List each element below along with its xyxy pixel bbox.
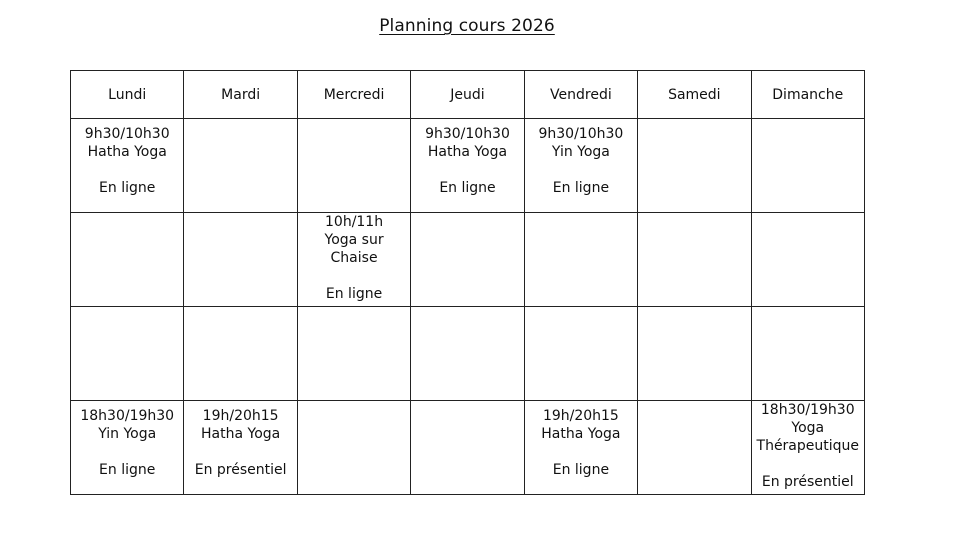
- class-entry: [71, 401, 183, 479]
- schedule-cell-dimanche: [751, 119, 864, 213]
- schedule-row: [71, 119, 865, 213]
- class-entry: [298, 213, 410, 303]
- schedule-cell-vendredi: [524, 307, 637, 401]
- schedule-cell-mercredi: [297, 119, 410, 213]
- day-header-mercredi: Mercredi: [297, 71, 410, 119]
- class-time: 10h/11h: [325, 214, 384, 230]
- day-header-dimanche: Dimanche: [751, 71, 864, 119]
- class-time: 18h30/19h30: [80, 408, 175, 424]
- class-mode: En présentiel: [761, 474, 854, 490]
- schedule-cell-lundi: [71, 307, 184, 401]
- schedule-cell-dimanche: [751, 307, 864, 401]
- schedule-cell-mardi: [184, 213, 297, 307]
- class-entry: [71, 119, 183, 197]
- schedule-cell-mardi: [184, 401, 297, 495]
- spacer: [525, 443, 637, 461]
- class-time: 19h/20h15: [202, 408, 279, 424]
- class-entry: [525, 119, 637, 197]
- class-mode: En ligne: [325, 286, 383, 302]
- schedule-cell-dimanche: [751, 213, 864, 307]
- class-name: Hatha Yoga: [427, 144, 508, 160]
- spacer: [411, 161, 523, 179]
- class-mode: En ligne: [552, 462, 610, 478]
- schedule-cell-mercredi: [297, 401, 410, 495]
- class-time: 9h30/10h30: [538, 126, 624, 142]
- class-name: Yin Yoga: [551, 144, 610, 160]
- spacer: [298, 267, 410, 285]
- class-name: Hatha Yoga: [541, 426, 621, 442]
- schedule-cell-mardi: [184, 119, 297, 213]
- spacer: [525, 161, 637, 179]
- schedule-cell-dimanche: [751, 401, 864, 495]
- spacer: [752, 455, 864, 473]
- schedule-cell-mardi: [184, 307, 297, 401]
- class-name: Hatha Yoga: [201, 426, 281, 442]
- class-entry: [752, 401, 864, 491]
- day-header-mardi: Mardi: [184, 71, 297, 119]
- class-entry: [411, 119, 523, 197]
- class-time: 9h30/10h30: [84, 126, 170, 142]
- schedule-cell-jeudi: [411, 213, 524, 307]
- schedule-cell-lundi: [71, 401, 184, 495]
- class-mode: En ligne: [99, 462, 156, 478]
- schedule-cell-vendredi: [524, 119, 637, 213]
- spacer: [71, 161, 183, 179]
- class-mode: En ligne: [439, 180, 496, 196]
- schedule-cell-samedi: [638, 401, 751, 495]
- class-mode: En ligne: [552, 180, 610, 196]
- schedule-cell-jeudi: [411, 401, 524, 495]
- schedule-cell-lundi: [71, 119, 184, 213]
- class-entry: [525, 401, 637, 479]
- class-name: Thérapeutique: [756, 438, 860, 454]
- schedule-cell-vendredi: [524, 213, 637, 307]
- schedule-row: [71, 401, 865, 495]
- class-time: 9h30/10h30: [425, 126, 510, 142]
- schedule-cell-samedi: [638, 213, 751, 307]
- spacer: [71, 443, 183, 461]
- schedule-cell-jeudi: [411, 119, 524, 213]
- schedule-cell-jeudi: [411, 307, 524, 401]
- page-title: Planning cours 2026: [379, 16, 555, 36]
- schedule-cell-lundi: [71, 213, 184, 307]
- schedule-cell-vendredi: [524, 401, 637, 495]
- class-time: 19h/20h15: [542, 408, 619, 424]
- class-time: 18h30/19h30: [760, 402, 855, 418]
- schedule-cell-mercredi: [297, 307, 410, 401]
- spacer: [184, 443, 296, 461]
- class-mode: En présentiel: [194, 462, 287, 478]
- class-mode: En ligne: [99, 180, 156, 196]
- day-header-samedi: Samedi: [638, 71, 751, 119]
- schedule-row: [71, 307, 865, 401]
- class-name: Yoga sur: [324, 232, 384, 248]
- header-row: [71, 71, 865, 119]
- schedule-cell-samedi: [638, 307, 751, 401]
- day-header-jeudi: Jeudi: [411, 71, 524, 119]
- class-name: Chaise: [330, 250, 378, 266]
- schedule-row: [71, 213, 865, 307]
- class-name: Hatha Yoga: [87, 144, 167, 160]
- schedule-cell-samedi: [638, 119, 751, 213]
- schedule-cell-mercredi: [297, 213, 410, 307]
- class-name: Yin Yoga: [98, 426, 157, 442]
- class-entry: [184, 401, 296, 479]
- schedule-table: [70, 70, 865, 495]
- class-name: Yoga: [791, 420, 825, 436]
- day-header-vendredi: Vendredi: [524, 71, 637, 119]
- day-header-lundi: Lundi: [71, 71, 184, 119]
